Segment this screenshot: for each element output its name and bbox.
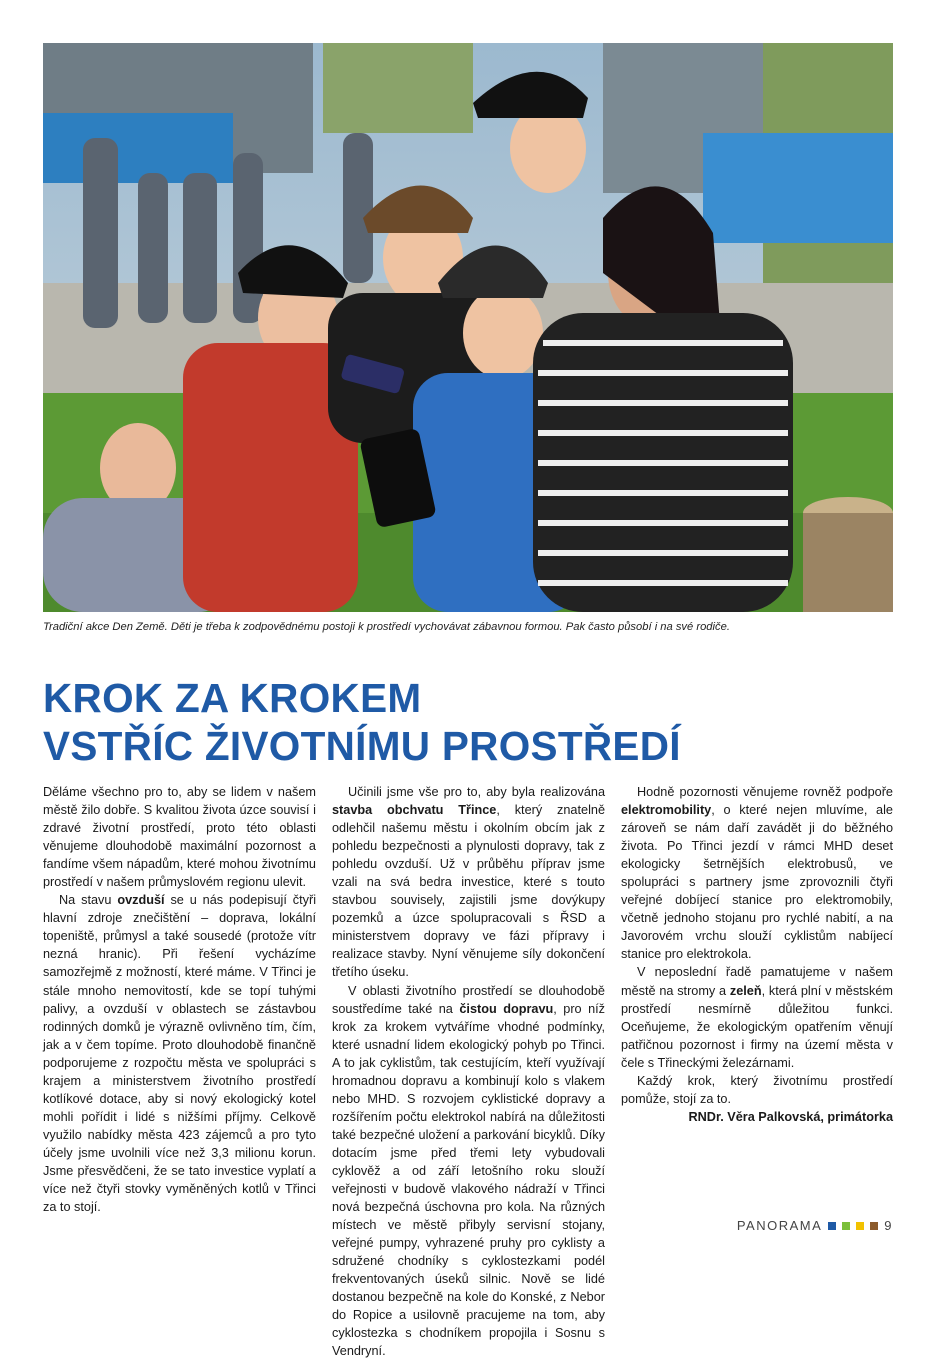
color-square-icon bbox=[828, 1222, 836, 1230]
paragraph: Hodně pozornosti věnujeme rovněž podpoře elektromobility, o které nejen mluvíme, ale zároveň se nám daří zavádět ji do běžného života. Po Třinci jezdí v rámci MHD deset ekologicky šetrnějších elektrobusů, ve spolupráci s partnery jsme zprovoznili čtyři veřejné dobíjecí stanice pro elektromobily, včetně jednoho stojanu pro rychlé nabití, a na Javorovém vrchu slouží cyklistům nabíjecí stanice pro elektrokola. bbox=[621, 785, 893, 962]
headline-line-2: VSTŘÍC ŽIVOTNÍMU PROSTŘEDÍ bbox=[43, 723, 681, 769]
headline-line-1: KROK ZA KROKEM bbox=[43, 675, 422, 721]
paragraph: Děláme všechno pro to, aby se lidem v našem městě žilo dobře. S kvalitou života úzce souvisí i zdravé životní prostředí, proto této oblasti věnujeme dlouhodobě maximální pozornost a fandíme všem nápadům, které mohou životnímu prostředí v našem průmyslovém regionu ulevit. bbox=[43, 785, 316, 890]
article-headline bbox=[43, 674, 923, 770]
photo-image bbox=[43, 43, 893, 612]
paragraph: Na stavu ovzduší se u nás podepisují čtyři hlavní zdroje znečištění – doprava, lokální topeniště, průmysl a také sousedé (protože vítr nezná hranic). Při řešení vycházíme samozřejmě z možností, které máme. V Třinci je stále mnoho nemovitostí, kde se topí tuhými palivy, a ovzduší v oblastech se zástavbou rodinných domků je výrazně ovlivněno tím, čím, jak a v čem topíme. Proto dlouhodobě finančně podporujeme z rozpočtu města ve spolupráci s krajem a ministerstvem životního prostředí kotlíkové dotace, aby si nový ekologický kotel mohli pořídit i lidé s nižšími příjmy. Celkově využilo nabídky města 423 zájemců a pro tyto účely jsme uvolnili více než 3,3 milionu korun. Jsme přesvědčeni, že se tato investice vyplatí a více než čtyři stovky vyměněných kotlů v Třinci za to stojí. bbox=[43, 893, 317, 1215]
color-square-icon bbox=[856, 1222, 864, 1230]
column-3 bbox=[621, 783, 893, 1126]
paragraph: V oblasti životního prostředí se dlouhodobě soustředíme také na čistou dopravu, pro níž krok za krokem vytváříme vhodné podmínky, které usnadní lidem ekologický pohyb po Třinci. A to jak cyklistům, tak cestujícím, kteří využívají hromadnou dopravu a kombinují kolo s vlakem nebo MHD. S rozvojem cyklistické dopravy a rozšířením počtu elektrokol nabírá na důležitosti také bezpečné uložení a parkování bicyklů. Díky dotacím jsme před třemi lety vybudovali cyklověž a od září letošního roku slouží veřejnosti v budově vlakového nádraží v Třinci nová bezpečná úschovna pro kola. Na různých místech ve městě přibyly servisní stojany, veřejné pumpy, vyhrazené pruhy pro cyklisty a sdružené chodníky s cyklostezkami podél frekventovaných úseků silnic. Nově se lidé dostanou bezpečně na kole do Konské, z Nebor do Ropice a usilovně pracujeme na tom, aby cyklostezka s chodníkem propojila i Sosnu s Vendryní. bbox=[332, 983, 606, 1359]
color-square-icon bbox=[842, 1222, 850, 1230]
paragraph: Každý krok, který životnímu prostředí pomůže, stojí za to. bbox=[621, 1073, 893, 1106]
article-photo bbox=[43, 43, 893, 612]
color-square-icon bbox=[870, 1222, 878, 1230]
author-signature: RNDr. Věra Palkovská, primátorka bbox=[688, 1109, 893, 1124]
photo-caption: Tradiční akce Den Země. Děti je třeba k zodpovědnému postoji k prostředí vychovávat zábavnou formou. Pak často působí i na své rodiče. bbox=[43, 621, 730, 633]
page-number: 9 bbox=[884, 1218, 893, 1233]
paragraph: V neposlední řadě pamatujeme v našem městě na stromy a zeleň, která plní v městském prostředí nesmírně důležitou funkci. Oceňujeme, že ekologickým opatřením věnují patřičnou pozornost i firmy na území města v čele s Třineckými železárnami. bbox=[621, 965, 893, 1070]
page-footer bbox=[737, 1218, 893, 1233]
column-1 bbox=[43, 783, 316, 1216]
column-2 bbox=[332, 783, 605, 1361]
paragraph: Učinili jsme vše pro to, aby byla realizována stavba obchvatu Třince, který znatelně odlehčil našemu městu i okolním obcím jak z pohledu bezpečnosti a plynulosti dopravy, tak z pohledu ovzduší. Už v průběhu příprav jsme vzali na svá bedra investice, které s touto stavbou souvisely, zajistili jsme dovýkupy pozemků a úzce spolupracovali s ŘSD a ministerstvem dopravy ve fázi přípravy i realizace stavby. Nyní věnujeme síly dokončení třetího úseku. bbox=[332, 785, 605, 980]
magazine-name: PANORAMA bbox=[736, 1218, 823, 1233]
